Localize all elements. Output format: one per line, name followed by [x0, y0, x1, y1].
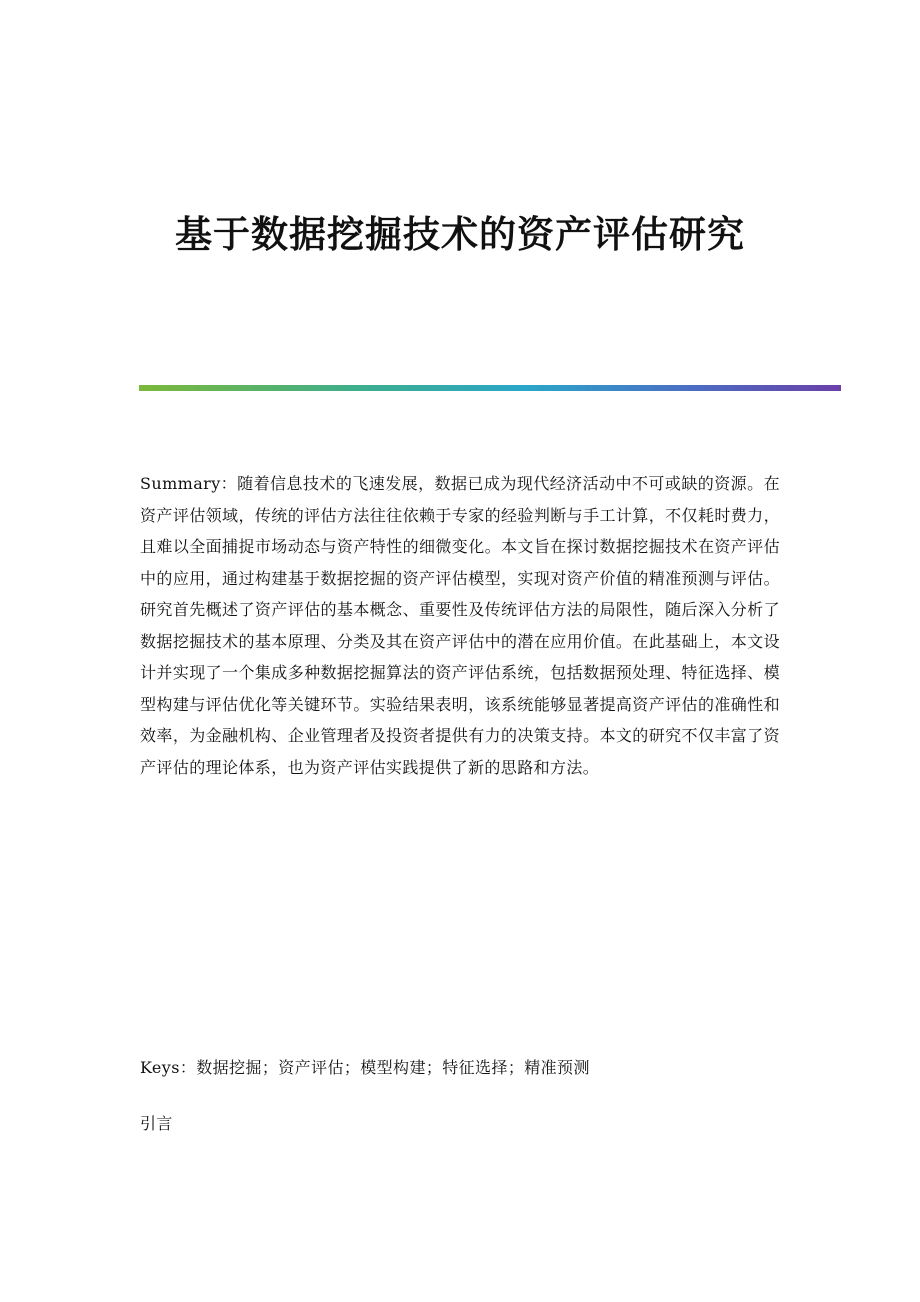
keywords-text: 数据挖掘；资产评估；模型构建；特征选择；精准预测: [196, 1058, 590, 1077]
summary-label: Summary：: [140, 474, 238, 493]
summary-text: 随着信息技术的飞速发展，数据已成为现代经济活动中不可或缺的资源。在资产评估领域，传统的评估方法往往依赖于专家的经验判断与手工计算，不仅耗时费力，且难以全面捕捉市场动态与资产特性的细微变化。本文旨在探讨数据挖掘技术在资产评估中的应用，通过构建基于数据挖掘的资产评估模型，实现对资产价值的精准预测与评估。研究首先概述了资产评估的基本概念、重要性及传统评估方法的局限性，随后深入分析了数据挖掘技术的基本原理、分类及其在资产评估中的潜在应用价值。在此基础上，本文设计并实现了一个集成多种数据挖掘算法的资产评估系统，包括数据预处理、特征选择、模型构建与评估优化等关键环节。实验结果表明，该系统能够显著提高资产评估的准确性和效率，为金融机构、企业管理者及投资者提供有力的决策支持。本文的研究不仅丰富了资产评估的理论体系，也为资产评估实践提供了新的思路和方法。: [140, 474, 780, 777]
summary-paragraph: [140, 468, 780, 783]
title-divider: [139, 385, 841, 391]
document-title: 基于数据挖掘技术的资产评估研究: [175, 212, 745, 256]
keywords-label: Keys：: [140, 1058, 197, 1077]
keywords-line: [140, 1052, 780, 1084]
section-heading-introduction: 引言: [140, 1114, 173, 1133]
